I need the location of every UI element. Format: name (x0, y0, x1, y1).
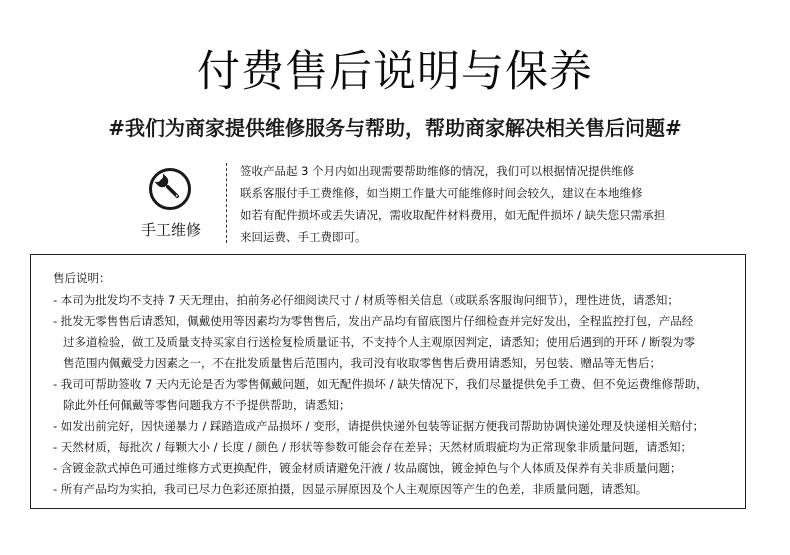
manual-repair-section (130, 158, 730, 248)
note-line: 售范围内佩戴受力因素之一，不在批发质量售后范围内，我司没有收取零售售后费用请悉知，另包装、赠品等无售后； (63, 356, 661, 370)
note-line: 过多道检验，做工及质量支持买家自行送检复检质量证书，不支持个人主观原因判定，请悉知；使用后遇到的开环 / 断裂为零 (63, 335, 696, 349)
service-line: 签收产品起 3 个月内如出现需要帮助维修的情况，我们可以根据情况提供维修 (240, 164, 635, 178)
note-line: 除此外任何佩戴等零售问题我方不予提供帮助，请悉知； (63, 398, 351, 412)
note-line: - 含镀金款式掉色可通过维修方式更换配件，镀金材质请避免汗液 / 妆品腐蚀，镀金掉色与个人体质及保养有关非质量问题； (53, 461, 682, 475)
dashed-divider (226, 163, 227, 243)
note-line: - 如发出前完好，因快递暴力 / 踩踏造成产品损坏 / 变形，请提供快递外包装等证据方便我司帮助协调快递处理及快递相关赔付； (53, 419, 705, 433)
notes-heading: 售后说明： (53, 271, 111, 285)
page-subtitle: #我们为商家提供维修服务与帮助，帮助商家解决相关售后问题# (108, 116, 682, 140)
note-line: - 我司可帮助签收 7 天内无论是否为零售佩戴问题，如无配件损坏 / 缺失情况下，我们尽量提供免手工费、但不免运费维修帮助， (53, 377, 708, 391)
service-line: 如若有配件损坏或丢失请况，需收取配件材料费用，如无配件损坏 / 缺失您只需承担 (240, 208, 666, 222)
service-description (240, 160, 730, 248)
note-line: - 天然材质，每批次 / 每颗大小 / 长度 / 颜色 / 形状等参数可能会存在差异；天然材质瑕疵均为正常现象非质量问题，请悉知； (53, 440, 693, 454)
page-title: 付费售后说明与保养 (197, 47, 593, 97)
notes-list (53, 290, 743, 500)
service-line: 来回运费、手工费即可。 (240, 230, 367, 244)
manual-repair-label: 手工维修 (140, 221, 201, 239)
note-line: - 本司为批发均不支持 7 天无理由，拍前务必仔细阅读尺寸 / 材质等相关信息（或联系客服询问细节），理性进货，请悉知； (53, 293, 679, 307)
note-line: - 所有产品均为实拍，我司已尽力色彩还原拍摄，因显示屏原因及个人主观原因等产生的色差，非质量问题，请悉知。 (53, 482, 648, 496)
after-sales-notes-box (30, 254, 746, 509)
service-line: 联系客服付手工费维修，如当期工作量大可能维修时间会较久，建议在本地维修 (240, 186, 643, 200)
wrench-icon (148, 167, 192, 211)
note-line: - 批发无零售售后请悉知，佩戴使用等因素均为零售售后，发出产品均有留底图片仔细检查并完好发出，全程监控打包，产品经 (53, 314, 694, 328)
